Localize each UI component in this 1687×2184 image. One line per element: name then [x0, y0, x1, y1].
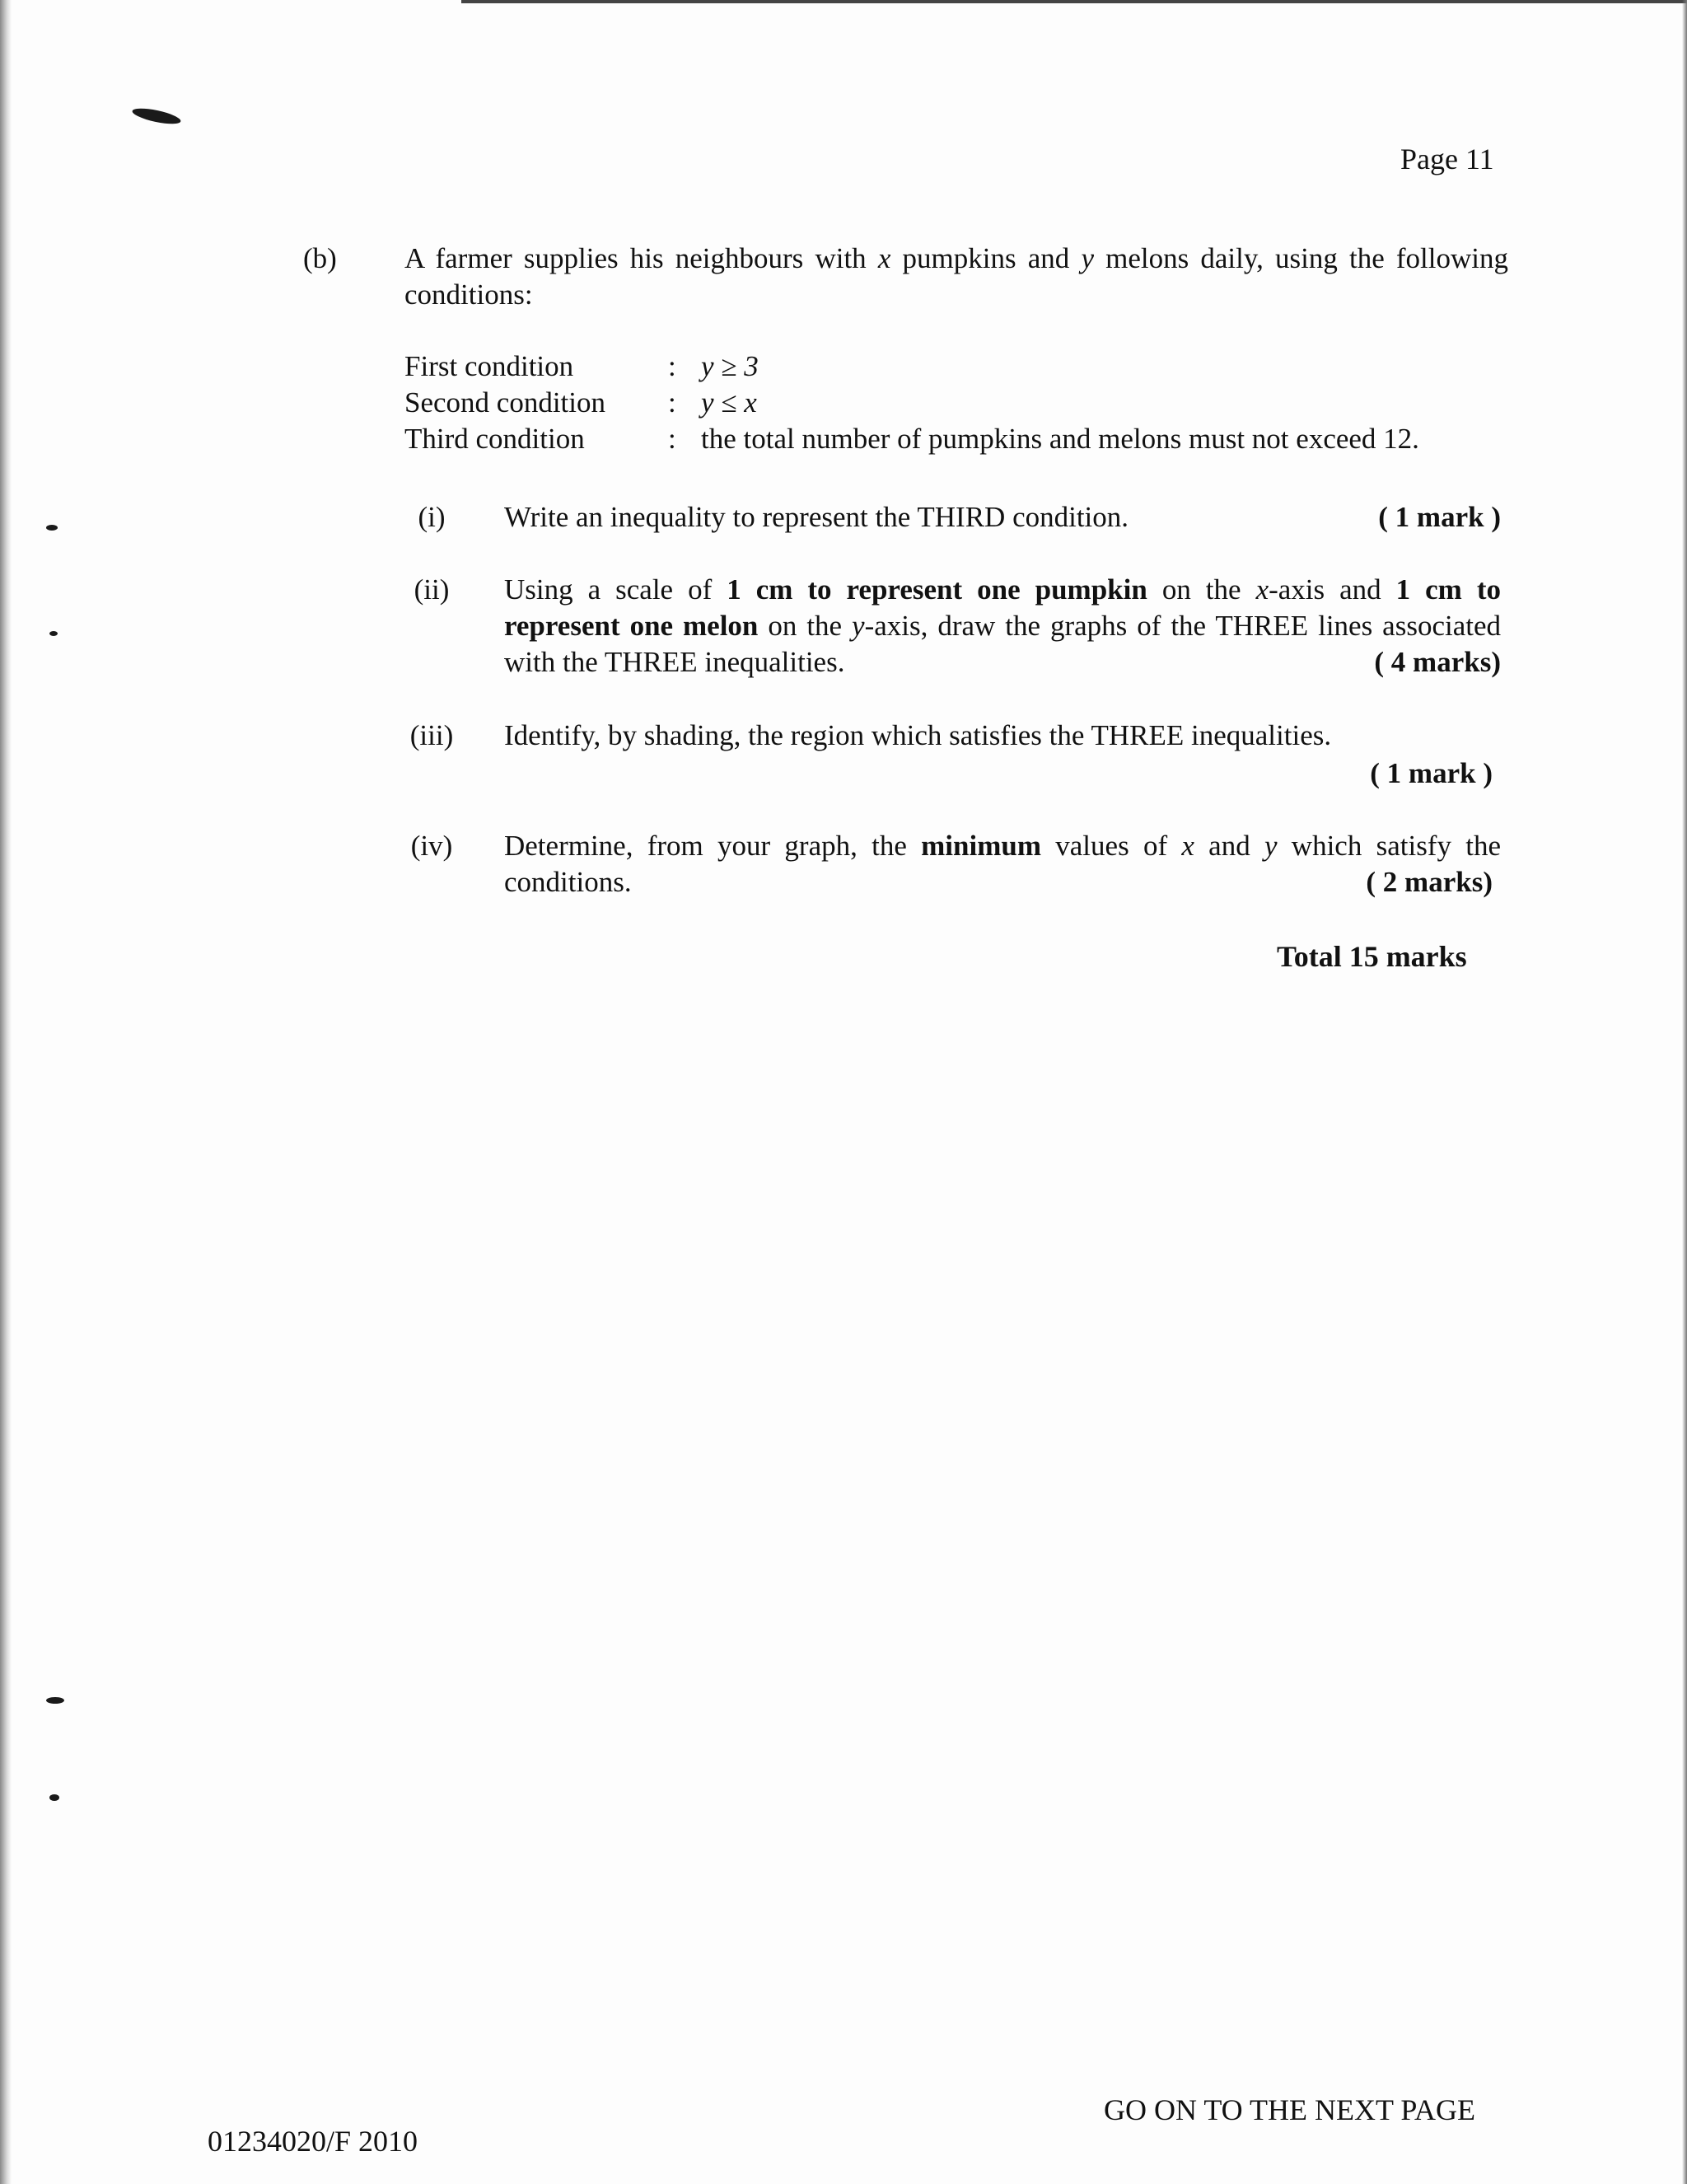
scan-speck: [49, 1794, 59, 1801]
scan-speck: [46, 1697, 64, 1704]
subquestion-ii-marks: ( 4 marks): [1374, 646, 1501, 678]
condition-name: Third condition: [404, 423, 585, 455]
subquestion-i-text: Write an inequality to represent the THIRD condition.: [504, 501, 1129, 533]
subquestion-ii-text: Using a scale of 1 cm to represent one pumpkin on the x-axis and 1 cm to represent one melon on the y-axis, draw the graphs of the THREE lines associated with the THREE inequalities.: [504, 573, 1501, 678]
condition-name: Second condition: [404, 386, 605, 419]
subquestion-label-iii: (iii): [409, 719, 454, 751]
condition-colon: :: [668, 350, 676, 382]
condition-name: First condition: [404, 350, 574, 382]
subquestion-i: [504, 499, 1501, 535]
scan-edge-right: [1682, 0, 1687, 2184]
page-number: Page 11: [1400, 143, 1494, 175]
scan-edge-left: [0, 0, 12, 2184]
condition-value: y ≥ 3: [701, 350, 759, 382]
subquestion-label-ii: (ii): [414, 573, 450, 606]
part-intro: A farmer supplies his neighbours with x pumpkins and y melons daily, using the following conditions:: [404, 242, 1508, 311]
subquestion-iii-text: Identify, by shading, the region which satisfies the THREE inequalities.: [504, 719, 1332, 751]
footer-next-page: GO ON TO THE NEXT PAGE: [1104, 2093, 1476, 2126]
subquestion-iii-marks: ( 1 mark ): [1370, 757, 1493, 789]
conditions-table: [404, 350, 1419, 459]
scan-speck: [49, 631, 58, 636]
subquestion-iv-text: Determine, from your graph, the minimum values of x and y which satisfy the conditions.: [504, 830, 1501, 898]
subquestion-i-marks: ( 1 mark ): [1378, 501, 1501, 533]
footer-paper-code: 01234020/F 2010: [208, 2125, 418, 2158]
condition-row: [404, 386, 1419, 423]
subquestion-iv-marks: ( 2 marks): [1366, 866, 1493, 898]
condition-colon: :: [668, 423, 676, 455]
total-marks: Total 15 marks: [1277, 940, 1467, 973]
condition-colon: :: [668, 386, 676, 419]
condition-row: [404, 423, 1419, 459]
part-label: (b): [303, 242, 337, 274]
condition-row: [404, 350, 1419, 386]
subquestion-label-i: (i): [418, 501, 446, 533]
scan-edge-top: [461, 0, 1687, 3]
subquestion-label-iv: (iv): [410, 830, 453, 862]
scan-speck: [131, 105, 182, 127]
condition-value: the total number of pumpkins and melons must not exceed 12.: [701, 423, 1419, 455]
scan-speck: [46, 525, 58, 531]
condition-value: y ≤ x: [701, 386, 757, 419]
